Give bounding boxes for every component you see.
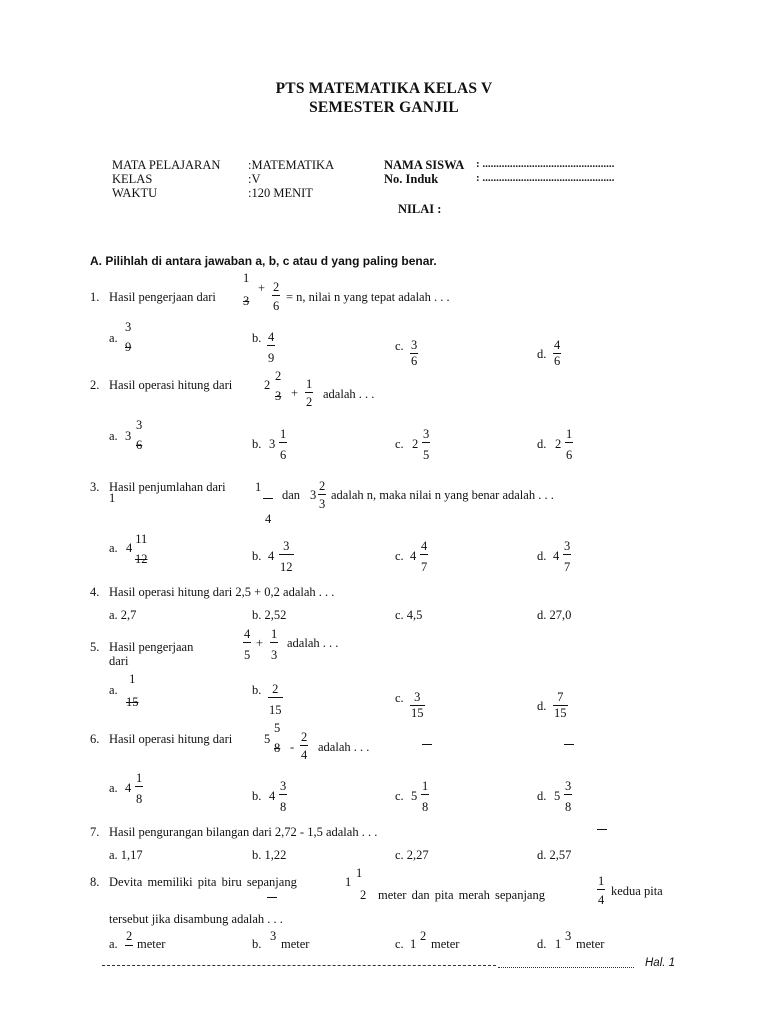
q3-dan: dan <box>282 488 301 502</box>
q6-stray-dash-1 <box>422 744 432 745</box>
q5-option-b-fraction <box>268 683 283 716</box>
no-induk-field: : ................................................ <box>476 172 615 184</box>
q8-c-whole: 1 <box>410 937 417 951</box>
page-number: Hal. 1 <box>645 957 676 969</box>
q6-d-whole: 5 <box>554 789 561 803</box>
q3-b-whole: 4 <box>268 549 275 563</box>
q8-a-unit: meter <box>137 937 166 951</box>
q7-number: 7. <box>90 825 100 839</box>
q8-text-line2: tersebut jika disambung adalah . . . <box>109 912 283 926</box>
q6-f2-numerator: 2 <box>301 730 308 744</box>
q3-text-post: adalah n, maka nilai n yang benar adalah . . . <box>331 488 554 502</box>
q5-d-numerator: 7 <box>557 690 564 704</box>
q3-a-denominator: 12 <box>135 551 148 566</box>
exam-title-line1: PTS MATEMATIKA KELAS V <box>275 80 493 97</box>
q5-f2-denominator: 3 <box>270 642 278 662</box>
q7-stray-dash <box>597 829 607 830</box>
q3-number: 3. <box>90 480 100 494</box>
q8-option-a-label: a. <box>109 937 118 951</box>
q2-option-c-label: c. <box>395 437 404 451</box>
q8-b-numerator: 3 <box>270 929 277 943</box>
kelas-value: :V <box>248 172 261 186</box>
q8-number: 8. <box>90 875 100 889</box>
q2-option-a-label: a. <box>109 429 118 443</box>
q5-c-denominator: 15 <box>411 705 424 720</box>
q6-a-denominator: 8 <box>135 786 143 806</box>
q8-option-d-label: d. <box>537 937 547 951</box>
q1-text-post: = n, nilai n yang tepat adalah . . . <box>286 290 450 304</box>
q8-d-numerator: 3 <box>565 929 572 943</box>
q4-option-b: b. 2,52 <box>252 608 287 622</box>
q5-f1-numerator: 4 <box>244 627 251 641</box>
q1-f1-numerator: 1 <box>243 271 250 285</box>
q2-text-pre: Hasil operasi hitung dari <box>109 378 233 392</box>
q6-text-pre: Hasil operasi hitung dari <box>109 732 233 746</box>
q6-b-numerator: 3 <box>280 779 287 793</box>
q2-b-numerator: 1 <box>280 427 287 441</box>
q2-f2-numerator: 1 <box>306 377 313 391</box>
q8-f1-denominator: 2 <box>360 888 367 902</box>
q1-d-denominator: 6 <box>554 353 561 368</box>
footer-dotted-line <box>498 967 634 968</box>
q8-d-unit: meter <box>576 937 605 951</box>
q5-text-pre: Hasil pengerjaan <box>109 640 194 654</box>
q4-option-a: a. 2,7 <box>109 608 137 622</box>
q6-c-whole: 5 <box>411 789 418 803</box>
q8-f2-denominator: 4 <box>597 889 605 907</box>
q2-c-numerator: 3 <box>423 427 430 441</box>
q8-text-pre: Devita memiliki pita biru sepanjang <box>109 875 297 889</box>
q6-fraction-2 <box>300 731 308 761</box>
q5-fraction-2 <box>270 628 278 661</box>
nilai-label: NILAI : <box>398 202 442 216</box>
q3-a-numerator: 11 <box>135 532 148 546</box>
q3-c-denominator: 7 <box>420 554 428 574</box>
nama-siswa-field: : ................................................ <box>476 158 615 170</box>
q5-fraction-1 <box>243 628 251 661</box>
q2-b-denominator: 6 <box>279 442 287 462</box>
q6-b-denominator: 8 <box>279 794 287 814</box>
mata-pelajaran-label: MATA PELAJARAN <box>112 158 221 172</box>
q6-fraction-1 <box>273 722 281 754</box>
q3-whole-1: 1 <box>255 480 262 494</box>
q2-d-numerator: 1 <box>566 427 573 441</box>
q6-option-b-fraction <box>279 780 287 813</box>
q5-f1-denominator: 5 <box>243 642 251 662</box>
q2-b-whole: 3 <box>269 437 276 451</box>
q2-fraction-1 <box>274 370 282 402</box>
q1-b-denominator: 9 <box>267 345 275 365</box>
q6-f1-denominator: 8 <box>274 740 281 755</box>
q5-option-c-fraction <box>410 691 425 719</box>
q6-stray-dash-2 <box>564 744 574 745</box>
q6-option-b-label: b. <box>252 789 262 803</box>
q3-c-numerator: 4 <box>421 539 428 553</box>
q2-number: 2. <box>90 378 100 392</box>
q2-option-b-label: b. <box>252 437 262 451</box>
q5-text-post: adalah . . . <box>287 636 339 650</box>
q2-c-whole: 2 <box>412 437 419 451</box>
q8-whole-1: 1 <box>345 875 352 889</box>
q6-d-numerator: 3 <box>565 779 572 793</box>
q2-option-a-fraction <box>135 419 143 451</box>
q5-option-d-fraction <box>553 691 568 719</box>
q7-option-c: c. 2,27 <box>395 848 429 862</box>
q8-a-numerator: 2 <box>126 929 133 943</box>
q5-option-c-label: c. <box>395 691 404 705</box>
q8-d-whole: 1 <box>555 937 562 951</box>
q5-a-denominator: 15 <box>126 694 139 709</box>
q3-option-a-fraction <box>134 533 149 565</box>
waktu-value: :120 MENIT <box>248 186 313 200</box>
q6-option-a-fraction <box>135 772 143 805</box>
q8-text-mid: meter dan pita merah sepanjang <box>378 888 545 902</box>
q8-option-c-label: c. <box>395 937 404 951</box>
q3-fraction-bar <box>263 498 273 499</box>
q2-c-denominator: 5 <box>422 442 430 462</box>
q1-f2-numerator: 2 <box>273 280 280 294</box>
q2-whole-1: 2 <box>264 378 271 392</box>
q2-option-c-fraction <box>422 428 430 461</box>
q1-option-c-label: c. <box>395 339 404 353</box>
footer-dashed-line <box>102 965 496 966</box>
q6-option-d-fraction <box>564 780 572 813</box>
q2-option-d-label: d. <box>537 437 547 451</box>
q3-d-whole: 4 <box>553 549 560 563</box>
q3-option-d-fraction <box>563 540 571 573</box>
q1-option-c-fraction <box>410 339 418 367</box>
q5-option-b-label: b. <box>252 683 262 697</box>
q8-option-b-label: b. <box>252 937 262 951</box>
q3-option-d-label: d. <box>537 549 547 563</box>
mata-pelajaran-value: :MATEMATIKA <box>248 158 335 172</box>
q4-option-d: d. 27,0 <box>537 608 572 622</box>
q8-f2-numerator: 1 <box>598 874 605 888</box>
q2-fraction-2 <box>305 378 313 408</box>
q3-a-whole: 4 <box>126 541 133 555</box>
q1-option-a-fraction <box>124 321 132 353</box>
q2-a-denominator: 6 <box>136 437 143 452</box>
q3-b-numerator: 3 <box>283 539 290 553</box>
q3-c-whole: 4 <box>410 549 417 563</box>
nama-siswa-label: NAMA SISWA <box>384 158 465 172</box>
exam-title-line2: SEMESTER GANJIL <box>309 99 459 116</box>
q7-text: Hasil pengurangan bilangan dari 2,72 - 1,5 adalah . . . <box>109 825 378 839</box>
q5-option-a-label: a. <box>109 683 118 697</box>
q1-fraction-1 <box>242 272 250 307</box>
q8-a-bar <box>125 945 133 946</box>
q2-plus: + <box>291 386 299 400</box>
q3-option-a-label: a. <box>109 541 118 555</box>
q2-f1-denominator: 3 <box>275 388 282 403</box>
q6-b-whole: 4 <box>269 789 276 803</box>
q1-number: 1. <box>90 290 100 304</box>
q3-f2-numerator: 2 <box>319 479 326 493</box>
q3-d-numerator: 3 <box>564 539 571 553</box>
q6-whole-1: 5 <box>264 732 271 746</box>
q5-b-numerator: 2 <box>272 682 279 696</box>
q3-option-c-fraction <box>420 540 428 573</box>
q2-a-numerator: 3 <box>136 418 143 432</box>
q4-text: Hasil operasi hitung dari 2,5 + 0,2 adalah . . . <box>109 585 335 599</box>
q3-option-b-fraction <box>279 540 294 573</box>
q2-f2-denominator: 2 <box>305 392 313 409</box>
q3-f2-denominator: 3 <box>318 494 326 511</box>
kelas-label: KELAS <box>112 172 153 186</box>
q1-c-denominator: 6 <box>411 353 418 368</box>
q2-d-denominator: 6 <box>565 442 573 462</box>
q1-b-numerator: 4 <box>268 330 275 344</box>
q3-sub-1: 1 <box>109 491 116 505</box>
q6-text-post: adalah . . . <box>318 740 370 754</box>
q5-option-a-fraction <box>125 673 140 708</box>
q1-d-numerator: 4 <box>554 338 561 352</box>
q5-f2-numerator: 1 <box>271 627 278 641</box>
q3-fraction-2 <box>318 480 326 510</box>
q3-option-c-label: c. <box>395 549 404 563</box>
q5-number: 5. <box>90 640 100 654</box>
q6-a-whole: 4 <box>125 781 132 795</box>
q1-fraction-2 <box>272 281 280 312</box>
q3-d-denominator: 7 <box>563 554 571 574</box>
q2-a-whole: 3 <box>125 429 132 443</box>
q6-option-a-label: a. <box>109 781 118 795</box>
q5-d-denominator: 15 <box>554 705 567 720</box>
q1-plus: + <box>258 281 266 295</box>
q1-option-b-fraction <box>267 331 275 364</box>
q5-b-denominator: 15 <box>268 697 283 717</box>
q6-f1-numerator: 5 <box>274 721 281 735</box>
q8-f1-bar <box>267 897 277 898</box>
q4-option-c: c. 4,5 <box>395 608 423 622</box>
q5-a-numerator: 1 <box>129 672 136 686</box>
no-induk-label: No. Induk <box>384 172 439 186</box>
q1-f2-denominator: 6 <box>272 295 280 313</box>
q6-minus: - <box>290 740 295 754</box>
q1-f1-denominator: 3 <box>243 293 250 308</box>
q5-c-numerator: 3 <box>414 690 421 704</box>
q6-number: 6. <box>90 732 100 746</box>
q6-c-denominator: 8 <box>421 794 429 814</box>
q3-option-b-label: b. <box>252 549 262 563</box>
q1-option-a-label: a. <box>109 331 118 345</box>
q5-option-d-label: d. <box>537 699 547 713</box>
q2-d-whole: 2 <box>555 437 562 451</box>
q8-c-numerator: 2 <box>420 929 427 943</box>
q3-denominator-1: 4 <box>265 512 272 526</box>
q1-text-pre: Hasil pengerjaan dari <box>109 290 216 304</box>
q1-option-d-fraction <box>553 339 561 367</box>
q3-b-denominator: 12 <box>279 554 294 574</box>
q1-a-denominator: 9 <box>125 339 132 354</box>
q1-a-numerator: 3 <box>125 320 132 334</box>
q2-f1-numerator: 2 <box>275 369 282 383</box>
q6-a-numerator: 1 <box>136 771 143 785</box>
q8-fraction-2 <box>597 875 605 906</box>
q1-option-d-label: d. <box>537 347 547 361</box>
q1-option-b-label: b. <box>252 331 262 345</box>
q6-option-c-fraction <box>421 780 429 813</box>
q6-option-d-label: d. <box>537 789 547 803</box>
q6-d-denominator: 8 <box>564 794 572 814</box>
q6-option-c-label: c. <box>395 789 404 803</box>
q4-number: 4. <box>90 585 100 599</box>
q7-option-b: b. 1,22 <box>252 848 287 862</box>
q5-plus: + <box>256 636 264 650</box>
q8-f1-numerator: 1 <box>356 866 363 880</box>
q8-b-unit: meter <box>281 937 310 951</box>
q3-text-pre: Hasil penjumlahan dari <box>109 480 226 494</box>
q3-whole-2: 3 <box>310 488 317 502</box>
q7-option-d: d. 2,57 <box>537 848 572 862</box>
q7-option-a: a. 1,17 <box>109 848 143 862</box>
q5-text-dari: dari <box>109 654 129 668</box>
q2-text-post: adalah . . . <box>323 387 375 401</box>
q8-c-unit: meter <box>431 937 460 951</box>
q2-option-b-fraction <box>279 428 287 461</box>
section-a-instruction: A. Pilihlah di antara jawaban a, b, c atau d yang paling benar. <box>90 254 437 268</box>
q8-text-post: kedua pita <box>611 884 663 898</box>
waktu-label: WAKTU <box>112 186 158 200</box>
q6-f2-denominator: 4 <box>300 745 308 762</box>
q2-option-d-fraction <box>565 428 573 461</box>
q1-c-numerator: 3 <box>411 338 418 352</box>
q6-c-numerator: 1 <box>422 779 429 793</box>
